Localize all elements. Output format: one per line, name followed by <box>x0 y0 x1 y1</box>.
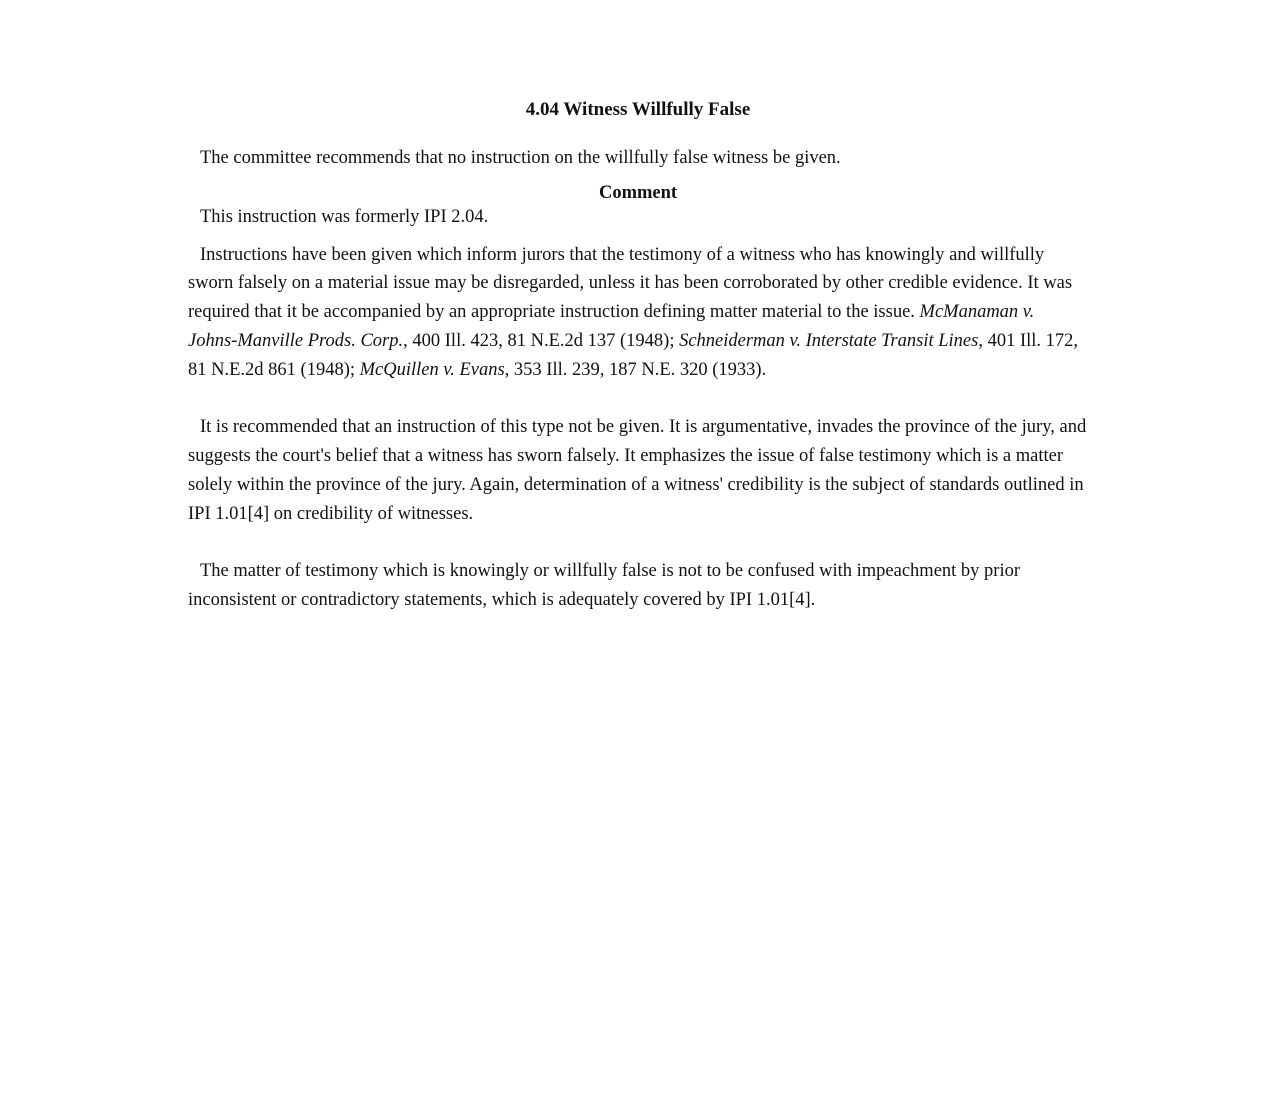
page-title: 4.04 Witness Willfully False <box>525 99 751 120</box>
case-citation-reference: , 401 Ill. 172, 81 N.E.2d 861 (1948); <box>188 330 1079 380</box>
case-citation-name: McManaman v. Johns-Manville Prods. Corp. <box>188 302 1035 351</box>
paragraph-1-text: Instructions have been given which inform jurors that the testimony of a witness who has knowingly and willfully sworn falsely on a material issue may be disregarded, unless it has been corroborated by other credible evidence. It was required that it be accompanied by an appropriate instruction defining matter material to the issue. <box>188 244 1073 323</box>
comment-paragraph-3: The matter of testimony which is knowingly or willfully false is not to be confused with impeachment by prior inconsistent or contradictory statements, which is adequately covered by IPI 1.01[4]. <box>188 561 1021 611</box>
case-citation-name: McQuillen v. Evans, <box>359 359 510 380</box>
formerly-text: This instruction was formerly IPI 2.04. <box>200 206 489 227</box>
recommendation-text: The committee recommends that no instruction on the willfully false witness be given. <box>200 148 841 168</box>
comment-paragraph-1 <box>188 241 1088 385</box>
comment-paragraph-2: It is recommended that an instruction of this type not be given. It is argumentative, invades the province of the jury, and suggests the court's belief that a witness has sworn falsely. It emphasizes the issue of false testimony which is a matter solely within the province of the jury. Again, determination of a witness' credibility is the subject of standards outlined in IPI 1.01[4] on credibility of witnesses. <box>188 417 1087 524</box>
document-page <box>188 96 1088 615</box>
case-citation-reference: 353 Ill. 239, 187 N.E. 320 (1933). <box>509 359 767 380</box>
comment-heading: Comment <box>598 182 678 203</box>
case-citation-reference: , 400 Ill. 423, 81 N.E.2d 137 (1948); <box>403 330 680 351</box>
case-citation-name: Schneiderman v. Interstate Transit Lines <box>679 330 979 351</box>
